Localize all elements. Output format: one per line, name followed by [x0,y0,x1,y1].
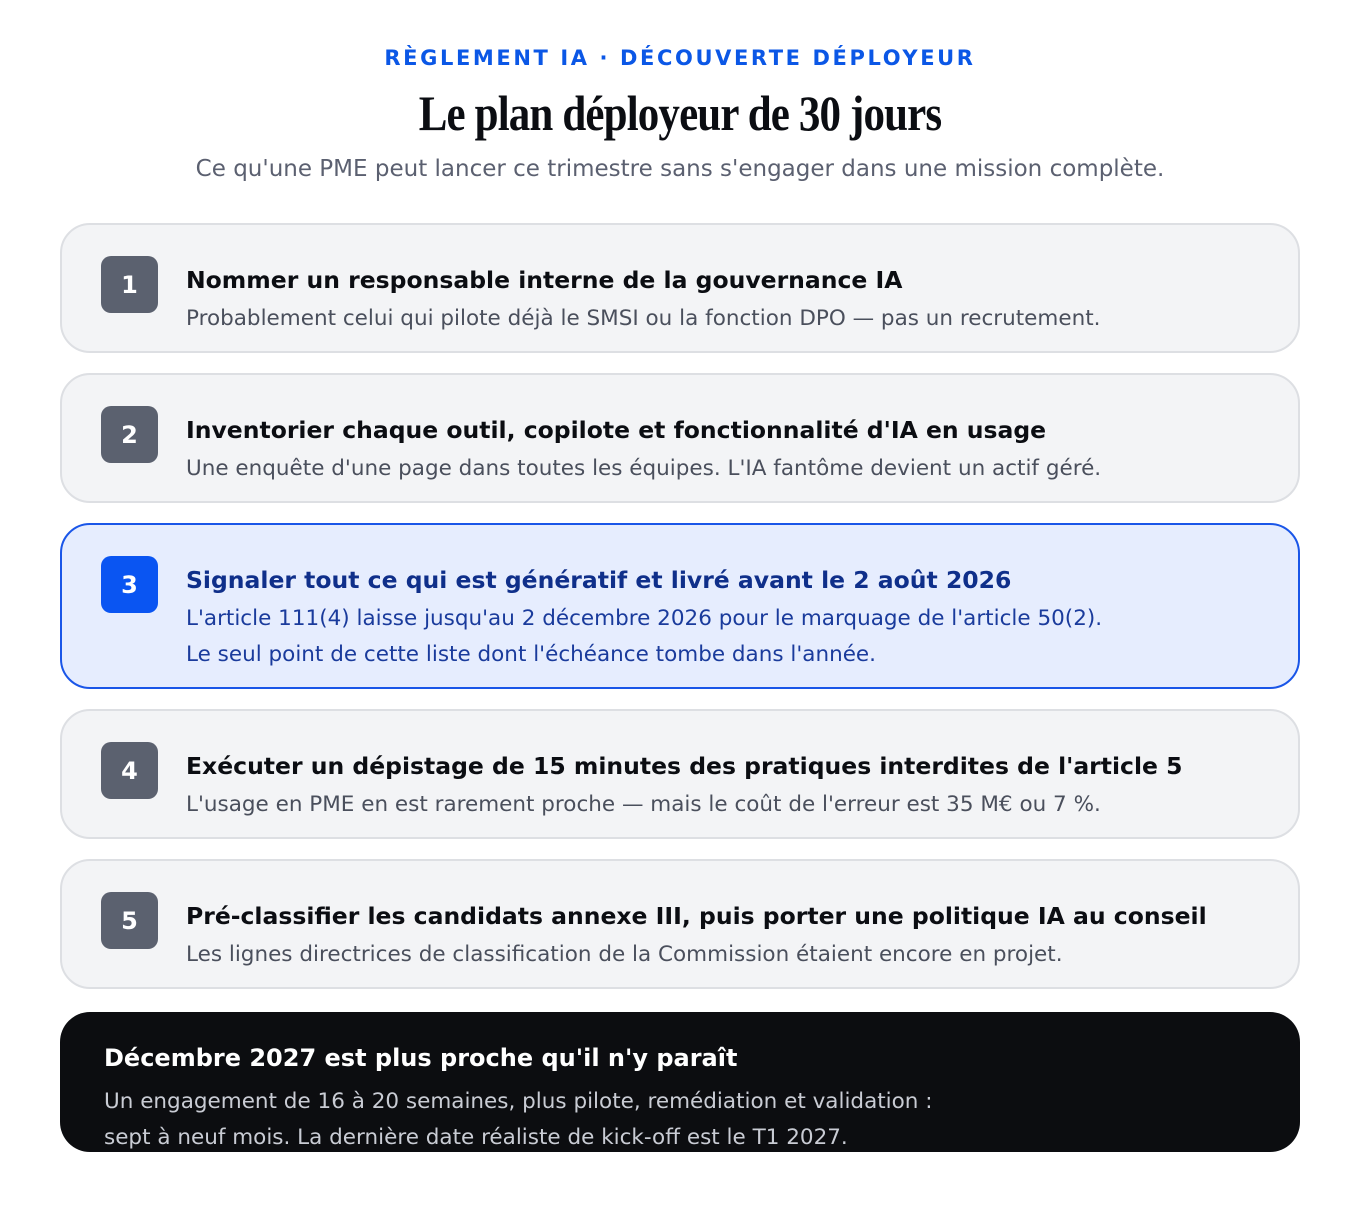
page-subtitle: Ce qu'une PME peut lancer ce trimestre sans s'engager dans une mission complète. [195,156,1165,182]
step-number-badge: 3 [101,556,158,613]
eyebrow-label: RÈGLEMENT IA · DÉCOUVERTE DÉPLOYEUR [384,46,976,70]
step-description [186,601,1258,673]
step-description: Probablement celui qui pilote déjà le SMSI ou la fonction DPO — pas un recrutement. [186,306,1101,331]
callout-line: sept à neuf mois. La dernière date réaliste de kick-off est le T1 2027. [104,1125,848,1150]
step-title: Signaler tout ce qui est génératif et livré avant le 2 août 2026 [186,566,1012,594]
step-number-badge: 5 [101,892,158,949]
step-description: Une enquête d'une page dans toutes les équipes. L'IA fantôme devient un actif géré. [186,456,1102,481]
callout-line: Un engagement de 16 à 20 semaines, plus pilote, remédiation et validation : [104,1089,933,1114]
step-number-badge: 1 [101,256,158,313]
step-card-2 [60,373,1300,503]
step-description: L'usage en PME en est rarement proche — mais le coût de l'erreur est 35 M€ ou 7 %. [186,792,1101,817]
step-description: Les lignes directrices de classification de la Commission étaient encore en projet. [186,942,1063,967]
step-title: Inventorier chaque outil, copilote et fonctionnalité d'IA en usage [186,416,1047,444]
page-title: Le plan déployeur de 30 jours [418,85,942,141]
step-card-3-highlighted [60,523,1300,689]
callout-title: Décembre 2027 est plus proche qu'il n'y paraît [104,1044,738,1072]
step-title: Pré-classifier les candidats annexe III, puis porter une politique IA au conseil [186,902,1207,930]
step-description-line: Le seul point de cette liste dont l'échéance tombe dans l'année. [186,642,876,667]
callout-text [104,1084,1004,1152]
steps-list [60,223,1300,1009]
step-card-5 [60,859,1300,989]
step-number-badge: 4 [101,742,158,799]
step-title: Nommer un responsable interne de la gouvernance IA [186,266,903,294]
deadline-callout [60,1012,1300,1152]
step-description-line: L'article 111(4) laisse jusqu'au 2 décembre 2026 pour le marquage de l'article 50(2). [186,606,1103,631]
step-card-4 [60,709,1300,839]
step-title: Exécuter un dépistage de 15 minutes des pratiques interdites de l'article 5 [186,752,1183,780]
step-card-1 [60,223,1300,353]
step-number-badge: 2 [101,406,158,463]
